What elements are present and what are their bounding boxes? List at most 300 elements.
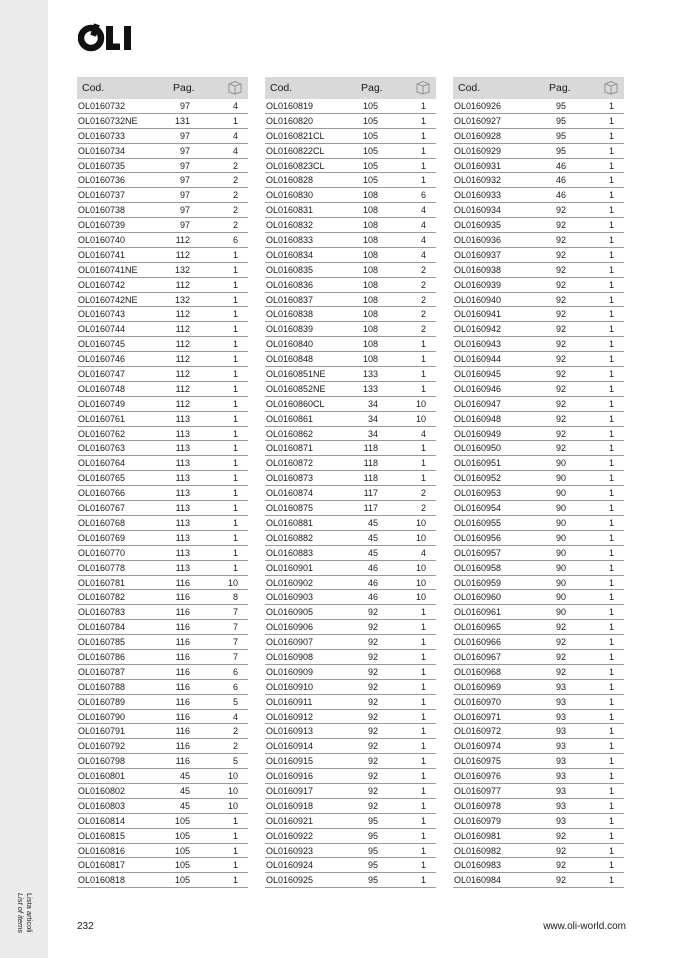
item-quantity: 1 — [608, 592, 614, 603]
table-row — [77, 710, 248, 725]
item-code: OL0160742 — [78, 279, 126, 290]
item-page: 92 — [367, 785, 378, 796]
item-quantity: 1 — [608, 249, 614, 260]
item-quantity: 1 — [608, 845, 614, 856]
item-page: 46 — [367, 577, 378, 588]
item-page: 46 — [555, 175, 566, 186]
item-quantity: 4 — [232, 711, 238, 722]
item-quantity: 1 — [420, 815, 426, 826]
table-row — [265, 769, 436, 784]
table-row — [453, 129, 624, 144]
table-row — [77, 367, 248, 382]
item-page: 45 — [367, 517, 378, 528]
item-quantity: 4 — [420, 249, 426, 260]
item-page: 95 — [555, 101, 566, 111]
item-page: 108 — [362, 339, 378, 350]
item-page: 108 — [362, 324, 378, 335]
item-page: 116 — [175, 637, 190, 648]
item-code: OL0160768 — [78, 517, 126, 528]
item-quantity: 1 — [608, 547, 614, 558]
item-code: OL0160912 — [266, 711, 314, 722]
table-row — [77, 99, 248, 114]
table-row — [265, 337, 436, 352]
item-code: OL0160739 — [78, 220, 126, 231]
item-page: 93 — [555, 741, 566, 752]
header-cod: Cod. — [82, 82, 105, 94]
item-quantity: 6 — [232, 681, 238, 692]
item-quantity: 1 — [232, 249, 238, 260]
item-code: OL0160914 — [266, 741, 314, 752]
item-quantity: 1 — [420, 711, 426, 722]
item-code: OL0160749 — [78, 398, 126, 409]
item-page: 116 — [175, 651, 190, 662]
item-page: 118 — [363, 473, 378, 484]
table-row — [453, 188, 624, 203]
table-row — [453, 486, 624, 501]
table-row — [265, 397, 436, 412]
item-code: OL0160746 — [78, 354, 126, 365]
item-code: OL0160944 — [454, 354, 502, 365]
item-code: OL0160802 — [78, 785, 126, 796]
item-quantity: 1 — [232, 428, 238, 439]
item-quantity: 5 — [232, 756, 238, 767]
table-header — [453, 77, 624, 99]
item-page: 34 — [367, 398, 378, 409]
item-quantity: 1 — [420, 696, 426, 707]
table-row — [453, 814, 624, 829]
item-page: 92 — [367, 711, 378, 722]
item-code: OL0160961 — [454, 607, 502, 618]
item-code: OL0160925 — [266, 875, 314, 886]
item-quantity: 1 — [608, 651, 614, 662]
item-page: 97 — [179, 175, 190, 186]
item-code: OL0160732 — [78, 101, 126, 111]
item-page: 92 — [367, 771, 378, 782]
table-row — [77, 590, 248, 605]
table-row — [453, 218, 624, 233]
item-code: OL0160883 — [266, 547, 314, 558]
box-icon — [604, 80, 618, 95]
item-code: OL0160836 — [266, 279, 314, 290]
item-page: 108 — [362, 220, 378, 231]
table-row — [265, 203, 436, 218]
item-code: OL0160862 — [266, 428, 314, 439]
item-code: OL0160732NE — [78, 115, 138, 126]
item-code: OL0160946 — [454, 383, 502, 394]
item-code: OL0160902 — [266, 577, 314, 588]
item-code: OL0160981 — [454, 830, 502, 841]
item-code: OL0160934 — [454, 205, 502, 216]
table-row — [453, 873, 624, 888]
item-code: OL0160979 — [454, 815, 502, 826]
item-quantity: 2 — [420, 264, 426, 275]
item-page: 92 — [367, 622, 378, 633]
item-page: 93 — [555, 681, 566, 692]
item-page: 112 — [175, 309, 190, 320]
item-code: OL0160782 — [78, 592, 126, 603]
item-page: 112 — [175, 398, 190, 409]
item-page: 92 — [555, 294, 566, 305]
table-row — [265, 501, 436, 516]
item-code: OL0160947 — [454, 398, 502, 409]
item-code: OL0160901 — [266, 562, 314, 573]
item-page: 92 — [555, 875, 566, 886]
item-quantity: 1 — [232, 547, 238, 558]
item-quantity: 1 — [420, 369, 426, 380]
item-page: 92 — [367, 666, 378, 677]
item-code: OL0160978 — [454, 800, 502, 811]
item-page: 92 — [367, 696, 378, 707]
item-code: OL0160872 — [266, 458, 314, 469]
item-page: 105 — [174, 845, 190, 856]
item-code: OL0160982 — [454, 845, 502, 856]
item-quantity: 1 — [608, 860, 614, 871]
table-row — [265, 382, 436, 397]
table-row — [265, 412, 436, 427]
item-quantity: 4 — [232, 130, 238, 141]
table-row — [265, 322, 436, 337]
item-quantity: 1 — [232, 264, 238, 275]
item-page: 112 — [175, 324, 190, 335]
item-page: 93 — [555, 711, 566, 722]
item-quantity: 2 — [232, 175, 238, 186]
item-quantity: 10 — [227, 577, 238, 588]
item-code: OL0160830 — [266, 190, 314, 201]
item-quantity: 1 — [608, 637, 614, 648]
item-code: OL0160745 — [78, 339, 126, 350]
table-row — [265, 263, 436, 278]
item-page: 112 — [175, 249, 190, 260]
item-page: 112 — [175, 369, 190, 380]
item-quantity: 1 — [420, 339, 426, 350]
item-quantity: 1 — [420, 830, 426, 841]
item-quantity: 1 — [608, 324, 614, 335]
item-quantity: 1 — [608, 785, 614, 796]
item-code: OL0160918 — [266, 800, 314, 811]
item-code: OL0160833 — [266, 235, 314, 246]
item-code: OL0160924 — [266, 860, 314, 871]
item-page: 131 — [174, 115, 190, 126]
table-row — [77, 337, 248, 352]
table-row — [77, 218, 248, 233]
item-quantity: 1 — [232, 115, 238, 126]
item-page: 92 — [555, 279, 566, 290]
item-code: OL0160736 — [78, 175, 126, 186]
item-code: OL0160781 — [78, 577, 126, 588]
item-code: OL0160861 — [266, 413, 314, 424]
item-code: OL0160949 — [454, 428, 502, 439]
item-page: 92 — [367, 741, 378, 752]
item-code: OL0160905 — [266, 607, 314, 618]
table-row — [453, 173, 624, 188]
item-quantity: 10 — [415, 562, 426, 573]
item-page: 116 — [175, 592, 190, 603]
item-code: OL0160926 — [454, 101, 502, 111]
item-code: OL0160741 — [78, 249, 126, 260]
item-code: OL0160913 — [266, 726, 314, 737]
table-row — [265, 873, 436, 888]
item-page: 45 — [179, 785, 190, 796]
table-row — [453, 427, 624, 442]
item-page: 95 — [367, 875, 378, 886]
item-quantity: 1 — [232, 830, 238, 841]
item-code: OL0160975 — [454, 756, 502, 767]
item-page: 95 — [555, 115, 566, 126]
item-page: 117 — [363, 503, 378, 514]
item-page: 105 — [362, 145, 378, 156]
item-code: OL0160815 — [78, 830, 126, 841]
item-page: 132 — [174, 264, 190, 275]
item-page: 97 — [179, 220, 190, 231]
table-row — [77, 695, 248, 710]
item-quantity: 1 — [232, 458, 238, 469]
item-code: OL0160748 — [78, 383, 126, 394]
item-code: OL0160823CL — [266, 160, 325, 171]
item-quantity: 8 — [232, 592, 238, 603]
item-code: OL0160960 — [454, 592, 502, 603]
item-quantity: 1 — [420, 622, 426, 633]
item-page: 34 — [367, 413, 378, 424]
item-code: OL0160871 — [266, 443, 314, 454]
item-page: 113 — [175, 488, 190, 499]
item-code: OL0160767 — [78, 503, 126, 514]
item-quantity: 1 — [608, 413, 614, 424]
table-row — [265, 590, 436, 605]
item-quantity: 1 — [232, 354, 238, 365]
table-row — [453, 546, 624, 561]
item-quantity: 1 — [420, 443, 426, 454]
table-row — [77, 427, 248, 442]
item-code: OL0160937 — [454, 249, 502, 260]
item-code: OL0160820 — [266, 115, 314, 126]
item-page: 92 — [367, 607, 378, 618]
item-page: 108 — [362, 309, 378, 320]
item-code: OL0160837 — [266, 294, 314, 305]
item-code: OL0160744 — [78, 324, 126, 335]
table-row — [77, 501, 248, 516]
table-row — [453, 248, 624, 263]
item-page: 112 — [175, 383, 190, 394]
table-row — [77, 858, 248, 873]
item-code: OL0160788 — [78, 681, 126, 692]
item-page: 92 — [555, 830, 566, 841]
box-icon — [228, 80, 242, 95]
table-row — [77, 114, 248, 129]
table-row — [77, 784, 248, 799]
table-row — [265, 858, 436, 873]
item-page: 116 — [175, 741, 190, 752]
item-quantity: 1 — [232, 562, 238, 573]
item-code: OL0160769 — [78, 532, 126, 543]
table-row — [265, 427, 436, 442]
header-pag: Pag. — [549, 82, 571, 94]
table-row — [77, 754, 248, 769]
item-code: OL0160778 — [78, 562, 126, 573]
item-page: 92 — [367, 756, 378, 767]
item-quantity: 1 — [420, 101, 426, 111]
item-page: 92 — [555, 398, 566, 409]
item-page: 105 — [362, 101, 378, 111]
item-quantity: 1 — [608, 115, 614, 126]
item-code: OL0160851NE — [266, 369, 326, 380]
table-row — [77, 397, 248, 412]
table-row — [265, 531, 436, 546]
item-code: OL0160789 — [78, 696, 126, 707]
item-page: 108 — [362, 249, 378, 260]
item-page: 45 — [179, 771, 190, 782]
item-code: OL0160738 — [78, 205, 126, 216]
table-row — [453, 441, 624, 456]
item-quantity: 4 — [232, 145, 238, 156]
item-page: 92 — [555, 860, 566, 871]
item-page: 97 — [179, 130, 190, 141]
table-row — [453, 858, 624, 873]
item-code: OL0160951 — [454, 458, 502, 469]
item-code: OL0160803 — [78, 800, 126, 811]
table-row — [77, 352, 248, 367]
item-quantity: 2 — [420, 488, 426, 499]
item-code: OL0160903 — [266, 592, 314, 603]
table-row — [265, 248, 436, 263]
table-row — [77, 203, 248, 218]
item-quantity: 1 — [608, 294, 614, 305]
item-page: 105 — [174, 875, 190, 886]
item-code: OL0160743 — [78, 309, 126, 320]
item-quantity: 1 — [420, 354, 426, 365]
table-row — [453, 397, 624, 412]
table-row — [77, 263, 248, 278]
table-row — [453, 516, 624, 531]
item-page: 92 — [555, 369, 566, 380]
table-row — [453, 382, 624, 397]
table-row — [453, 605, 624, 620]
item-page: 90 — [555, 517, 566, 528]
table-row — [77, 486, 248, 501]
item-code: OL0160733 — [78, 130, 126, 141]
table-row — [77, 441, 248, 456]
item-quantity: 4 — [420, 235, 426, 246]
item-page: 97 — [179, 101, 190, 111]
item-quantity: 1 — [420, 771, 426, 782]
item-quantity: 1 — [420, 607, 426, 618]
item-quantity: 1 — [608, 279, 614, 290]
item-quantity: 4 — [420, 428, 426, 439]
item-code: OL0160770 — [78, 547, 126, 558]
item-code: OL0160816 — [78, 845, 126, 856]
item-quantity: 4 — [420, 547, 426, 558]
item-quantity: 1 — [608, 264, 614, 275]
item-quantity: 1 — [232, 875, 238, 886]
item-quantity: 6 — [232, 666, 238, 677]
item-page: 113 — [175, 532, 190, 543]
item-page: 105 — [362, 115, 378, 126]
table-row — [453, 799, 624, 814]
item-page: 105 — [362, 130, 378, 141]
item-page: 92 — [367, 637, 378, 648]
table-body — [77, 99, 248, 888]
table-row — [453, 576, 624, 591]
item-page: 97 — [179, 190, 190, 201]
item-page: 105 — [174, 830, 190, 841]
item-code: OL0160763 — [78, 443, 126, 454]
table-header — [77, 77, 248, 99]
item-page: 92 — [555, 383, 566, 394]
item-code: OL0160911 — [266, 696, 313, 707]
item-page: 108 — [362, 235, 378, 246]
item-quantity: 2 — [232, 741, 238, 752]
item-quantity: 1 — [232, 503, 238, 514]
table-row — [77, 561, 248, 576]
item-quantity: 6 — [420, 190, 426, 201]
table-row — [77, 873, 248, 888]
item-page: 116 — [175, 681, 190, 692]
table-row — [265, 129, 436, 144]
table-row — [265, 456, 436, 471]
item-page: 113 — [175, 562, 190, 573]
box-icon — [416, 80, 430, 95]
item-quantity: 6 — [232, 235, 238, 246]
item-page: 108 — [362, 354, 378, 365]
item-code: OL0160971 — [454, 711, 502, 722]
item-quantity: 1 — [232, 339, 238, 350]
item-quantity: 1 — [232, 860, 238, 871]
table-row — [77, 650, 248, 665]
item-quantity: 1 — [420, 115, 426, 126]
table-row — [77, 576, 248, 591]
item-quantity: 10 — [415, 592, 426, 603]
website-link[interactable]: www.oli-world.com — [543, 921, 626, 932]
item-quantity: 10 — [227, 800, 238, 811]
item-page: 97 — [179, 145, 190, 156]
item-code: OL0160852NE — [266, 383, 326, 394]
item-page: 95 — [367, 860, 378, 871]
table-row — [77, 739, 248, 754]
item-quantity: 1 — [232, 294, 238, 305]
table-row — [453, 784, 624, 799]
item-page: 97 — [179, 160, 190, 171]
item-quantity: 10 — [415, 413, 426, 424]
item-quantity: 1 — [420, 160, 426, 171]
item-code: OL0160814 — [78, 815, 126, 826]
table-row — [265, 650, 436, 665]
item-page: 45 — [367, 547, 378, 558]
item-page: 90 — [555, 503, 566, 514]
item-quantity: 1 — [608, 145, 614, 156]
header-cod: Cod. — [270, 82, 293, 94]
item-code: OL0160818 — [78, 875, 126, 886]
table-row — [265, 516, 436, 531]
table-row — [453, 620, 624, 635]
sidebar-caption — [16, 893, 34, 938]
item-code: OL0160735 — [78, 160, 126, 171]
item-page: 90 — [555, 592, 566, 603]
table-row — [77, 724, 248, 739]
item-quantity: 2 — [420, 503, 426, 514]
item-page: 113 — [175, 458, 190, 469]
item-code: OL0160734 — [78, 145, 126, 156]
table-row — [453, 754, 624, 769]
table-row — [453, 307, 624, 322]
item-code: OL0160831 — [266, 205, 314, 216]
item-quantity: 1 — [608, 488, 614, 499]
item-quantity: 1 — [608, 607, 614, 618]
item-code: OL0160921 — [266, 815, 314, 826]
table-row — [265, 159, 436, 174]
item-code: OL0160968 — [454, 666, 502, 677]
item-page: 93 — [555, 771, 566, 782]
table-row — [77, 605, 248, 620]
table-row — [453, 739, 624, 754]
